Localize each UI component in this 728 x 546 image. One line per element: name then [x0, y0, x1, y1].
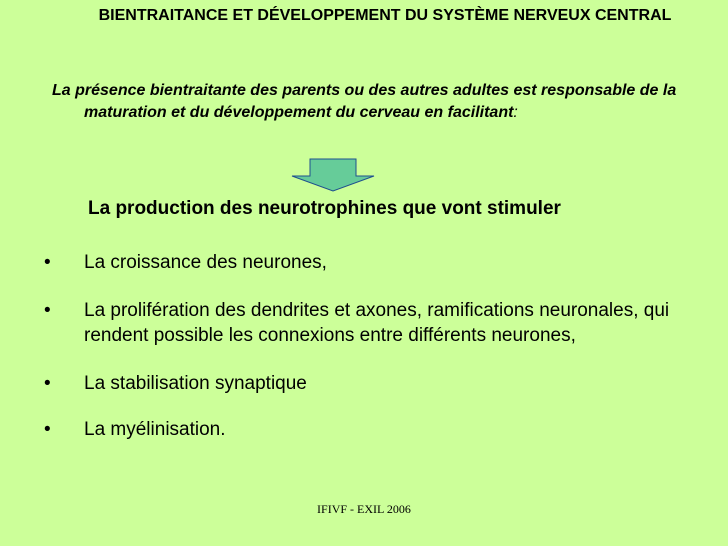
bullet-text: La myélinisation. — [84, 419, 226, 440]
bullet-text: La prolifération des dendrites et axones, ramifications neuronales, qui rendent possible les connexions entre différents neurones, — [84, 300, 670, 346]
intro-colon: : — [513, 104, 518, 121]
intro-paragraph — [52, 80, 722, 124]
slide-title: BIENTRAITANCE ET DÉVELOPPEMENT DU SYSTÈME NERVEUX CENTRAL — [98, 7, 672, 24]
bullet-list — [40, 250, 720, 442]
down-arrow-icon — [290, 158, 376, 192]
intro-text: La présence bientraitante des parents ou des autres adultes est responsable de la maturation et du développement du cerveau en facilitant — [52, 82, 677, 121]
bullet-text: La croissance des neurones, — [84, 252, 327, 273]
bullet-text: La stabilisation synaptique — [84, 373, 307, 394]
subheading: La production des neurotrophines que vont stimuler — [88, 198, 561, 219]
footer: IFIVF - EXIL 2006 — [317, 502, 411, 516]
list-item — [40, 298, 720, 348]
list-item — [40, 371, 720, 396]
list-item — [40, 417, 720, 442]
bullet-icon: • — [44, 373, 51, 394]
bullet-icon: • — [44, 419, 51, 440]
list-item — [40, 250, 720, 275]
bullet-icon: • — [44, 300, 51, 321]
bullet-icon: • — [44, 252, 51, 273]
